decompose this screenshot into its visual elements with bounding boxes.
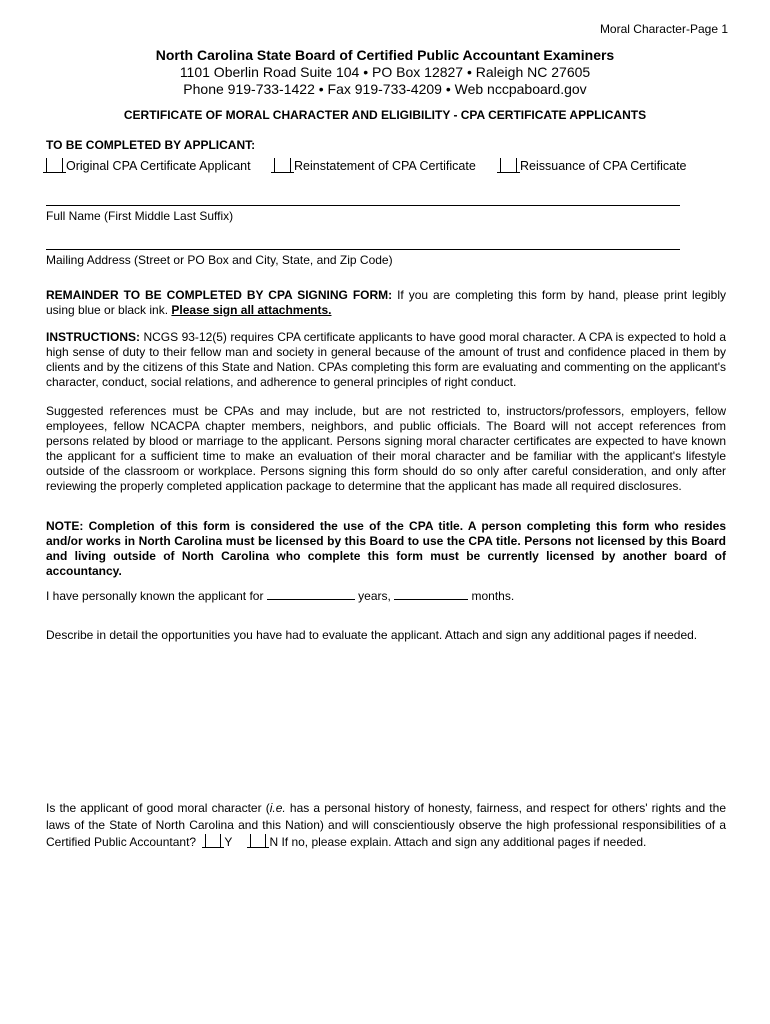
years-input[interactable] xyxy=(267,589,355,600)
yes-label: Y xyxy=(224,835,233,849)
option-reinstatement[interactable] xyxy=(274,158,476,173)
known-for-prefix: I have personally known the applicant for xyxy=(46,589,267,603)
board-address: 1101 Oberlin Road Suite 104 • PO Box 12827 • Raleigh NC 27605 xyxy=(179,64,591,80)
applicant-section-label: TO BE COMPLETED BY APPLICANT: xyxy=(46,138,256,152)
mailing-address-field xyxy=(46,235,680,267)
no-checkbox[interactable] xyxy=(250,834,266,848)
page-number: Moral Character-Page 1 xyxy=(599,22,728,36)
board-contact: Phone 919-733-1422 • Fax 919-733-4209 • Web nccpaboard.gov xyxy=(183,81,587,97)
description-answer-area[interactable] xyxy=(46,664,726,794)
remainder-text: If you are completing this form by hand, please print legibly using blue or black ink. xyxy=(46,288,726,317)
option-reissuance[interactable] xyxy=(500,158,687,173)
yes-checkbox[interactable] xyxy=(205,834,221,848)
checkbox-reinstatement[interactable] xyxy=(274,158,291,173)
option-original-label: Original CPA Certificate Applicant xyxy=(66,159,251,173)
certificate-type-options xyxy=(46,158,726,178)
known-for-line xyxy=(46,589,726,604)
describe-instruction: Describe in detail the opportunities you have had to evaluate the applicant. Attach and sign any additional pages if needed. xyxy=(46,628,698,642)
known-for-years-label: years, xyxy=(354,589,395,603)
remainder-paragraph xyxy=(46,288,726,318)
option-original[interactable] xyxy=(46,158,251,173)
checkbox-original[interactable] xyxy=(46,158,63,173)
question-ie: i.e. xyxy=(269,801,286,815)
full-name-input[interactable] xyxy=(46,191,680,206)
certificate-title: CERTIFICATE OF MORAL CHARACTER AND ELIGIBILITY - CPA CERTIFICATE APPLICANTS xyxy=(123,108,647,122)
question-part1: Is the applicant of good moral character ( xyxy=(46,801,270,815)
no-label: N xyxy=(269,835,279,849)
sign-attachments-note: Please sign all attachments. xyxy=(171,303,332,317)
instructions-text: NCGS 93-12(5) requires CPA certificate applicants to have good moral character. A CPA is expected to hold a high sense of duty to their fellow man and society in general because of the amount of trust and confidence placed in them by clients and by the citizens of this State and Nation. CPAs completing this form are evaluating and commenting on the applicant's character, conduct, social relations, and adherence to general principles of right conduct. xyxy=(46,330,726,389)
instructions-heading: INSTRUCTIONS: xyxy=(46,330,140,344)
mailing-address-input[interactable] xyxy=(46,235,680,250)
note-paragraph: NOTE: Completion of this form is considered the use of the CPA title. A person completing this form who resides and/or works in North Carolina must be licensed by this Board to use the CPA title. Persons not licensed by this Board and living outside of North Carolina who complete this form must be currently licensed by another board of accountancy. xyxy=(46,519,726,578)
remainder-heading: REMAINDER TO BE COMPLETED BY CPA SIGNING FORM: xyxy=(46,288,393,302)
references-paragraph: Suggested references must be CPAs and may include, but are not restricted to, instructors/professors, employers, fellow employees, fellow NCACPA chapter members, neighbors, and public officials. The Board will not accept references from persons related by blood or marriage to the applicant. Persons signing moral character certificates are expected to have known the applicant for a sufficient time to make an evaluation of their moral character and be familiar with the applicant's lifestyle outside of the classroom or workplace. Persons signing this form should do so only after careful consideration, and only after reviewing the properly completed application package to determine that the applicant has made all required disclosures. xyxy=(46,404,726,493)
full-name-field xyxy=(46,191,680,223)
mailing-address-label: Mailing Address (Street or PO Box and City, State, and Zip Code) xyxy=(46,253,393,267)
option-reinstatement-label: Reinstatement of CPA Certificate xyxy=(294,159,476,173)
checkbox-reissuance[interactable] xyxy=(500,158,517,173)
moral-character-question xyxy=(46,800,726,851)
board-name: North Carolina State Board of Certified Public Accountant Examiners xyxy=(155,47,615,63)
months-input[interactable] xyxy=(394,589,468,600)
known-for-months-label: months. xyxy=(468,589,515,603)
question-part3: If no, please explain. Attach and sign any additional pages if needed. xyxy=(278,835,647,849)
form-header xyxy=(0,46,770,98)
instructions-paragraph xyxy=(46,330,726,390)
option-reissuance-label: Reissuance of CPA Certificate xyxy=(520,159,687,173)
question-part2: has a personal history of honesty, fairness, and respect for others' rights and the laws of the State of North Carolina and this Nation) and will conscientiously observe the high professional responsibilities of a Certified Public Accountant? xyxy=(46,801,726,849)
full-name-label: Full Name (First Middle Last Suffix) xyxy=(46,209,234,223)
